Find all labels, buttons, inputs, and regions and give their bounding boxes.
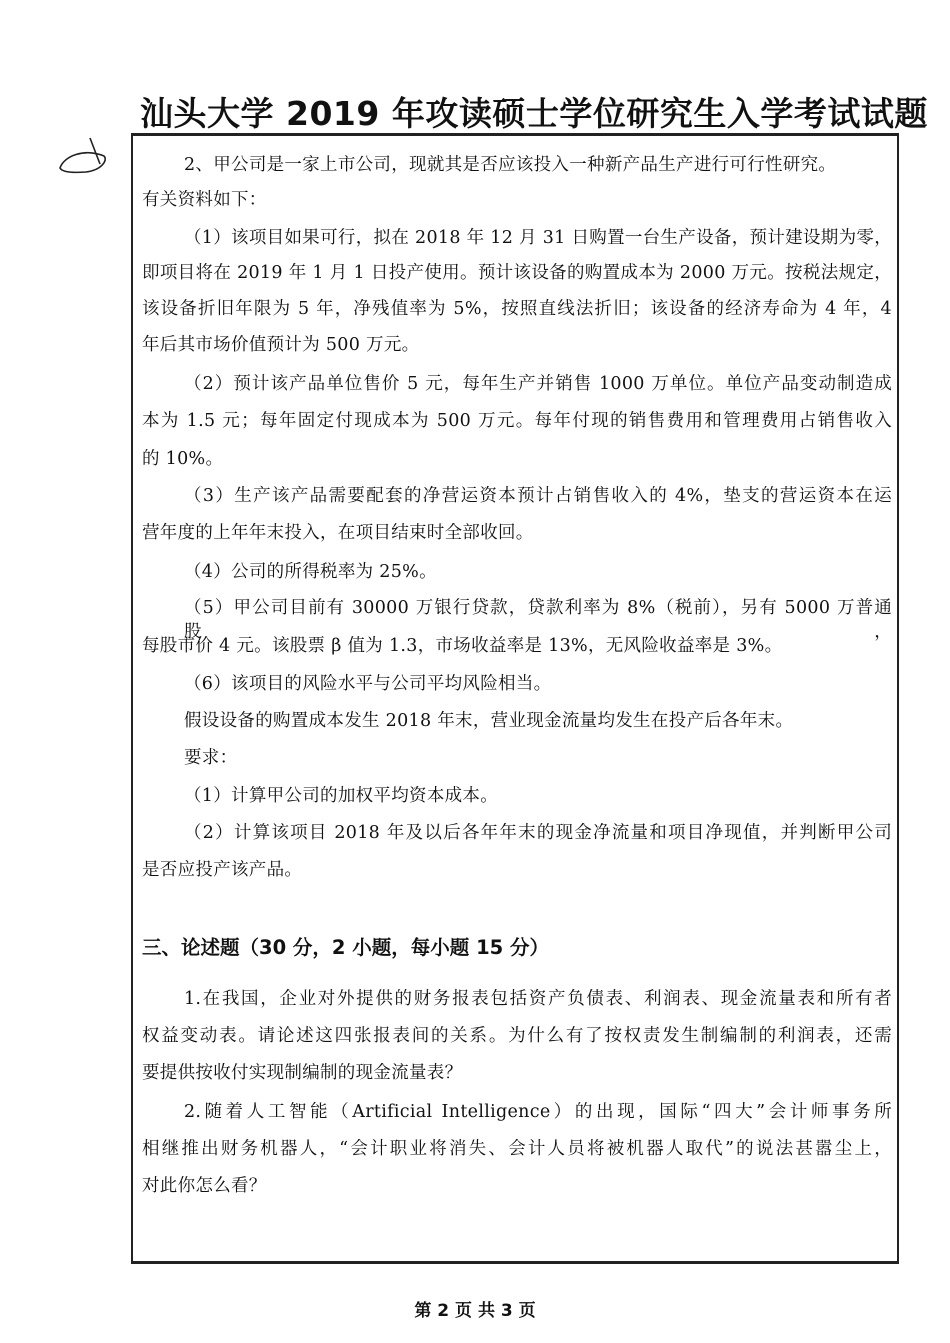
q2-assumption: 假设设备的购置成本发生 2018 年末，营业现金流量均发生在投产后各年末。 [184, 711, 794, 731]
q2-item3-line1: （3）生产该产品需要配套的净营运资本预计占销售收入的 4%，垫支的营运资本在运 [184, 486, 892, 506]
q2-item1-line4: 年后其市场价值预计为 500 万元。 [142, 335, 420, 355]
q2-item1-line1: （1）该项目如果可行，拟在 2018 年 12 月 31 日购置一台生产设备，预计建设期为零， [184, 228, 892, 248]
q2-requirements-label: 要求： [184, 748, 238, 768]
section3-heading: 三、论述题（30 分，2 小题，每小题 15 分） [142, 936, 549, 959]
page-number: 第 2 页 共 3 页 [414, 1301, 536, 1321]
q2-item6: （6）该项目的风险水平与公司平均风险相当。 [184, 674, 552, 694]
essay1-line1: 1.在我国，企业对外提供的财务报表包括资产负债表、利润表、现金流量表和所有者 [184, 989, 892, 1009]
essay1-line2: 权益变动表。请论述这四张报表间的关系。为什么有了按权责发生制编制的利润表，还需 [142, 1026, 892, 1046]
q2-item5-line1: （5）甲公司目前有 30000 万银行贷款，贷款利率为 8%（税前），另有 5000 万普通股， [184, 598, 892, 642]
q2-item2-line1: （2）预计该产品单位售价 5 元，每年生产并销售 1000 万单位。单位产品变动制造成 [184, 374, 892, 394]
q2-item5-line2: 每股市价 4 元。该股票 β 值为 1.3，市场收益率是 13%，无风险收益率是 3%。 [142, 636, 783, 656]
q2-requirement-2-line2: 是否应投产该产品。 [142, 860, 303, 880]
q2-item4: （4）公司的所得税率为 25%。 [184, 562, 437, 582]
essay2-line2: 相继推出财务机器人，“会计职业将消失、会计人员将被机器人取代”的说法甚嚣尘上， [142, 1139, 892, 1159]
q2-intro-line1: 2、甲公司是一家上市公司，现就其是否应该投入一种新产品生产进行可行性研究。 [184, 155, 837, 175]
q2-item2-line3: 的 10%。 [142, 449, 224, 469]
q2-item1-line2: 即项目将在 2019 年 1 月 1 日投产使用。预计该设备的购置成本为 2000 万元。按税法规定， [142, 263, 892, 283]
q2-intro-line2: 有关资料如下： [142, 190, 267, 210]
essay2-line3: 对此你怎么看？ [142, 1176, 267, 1196]
q2-requirement-2-line1: （2）计算该项目 2018 年及以后各年年末的现金净流量和项目净现值，并判断甲公司 [184, 823, 892, 843]
essay1-line3: 要提供按收付实现制编制的现金流量表？ [142, 1063, 463, 1083]
q2-item2-line2: 本为 1.5 元；每年固定付现成本为 500 万元。每年付现的销售费用和管理费用占销售收入 [142, 411, 892, 431]
essay2-line1: 2.随着人工智能（Artificial Intelligence）的出现，国际“四大”会计师事务所 [184, 1102, 892, 1122]
q2-item1-line3: 该设备折旧年限为 5 年，净残值率为 5%，按照直线法折旧；该设备的经济寿命为 4 年，4 [142, 299, 892, 319]
q2-requirement-1: （1）计算甲公司的加权平均资本成本。 [184, 786, 499, 806]
q2-item3-line2: 营年度的上年年末投入，在项目结束时全部收回。 [142, 523, 534, 543]
handwritten-mark-icon [56, 130, 112, 176]
exam-title: 汕头大学 2019 年攻读硕士学位研究生入学考试试题 [140, 94, 928, 133]
